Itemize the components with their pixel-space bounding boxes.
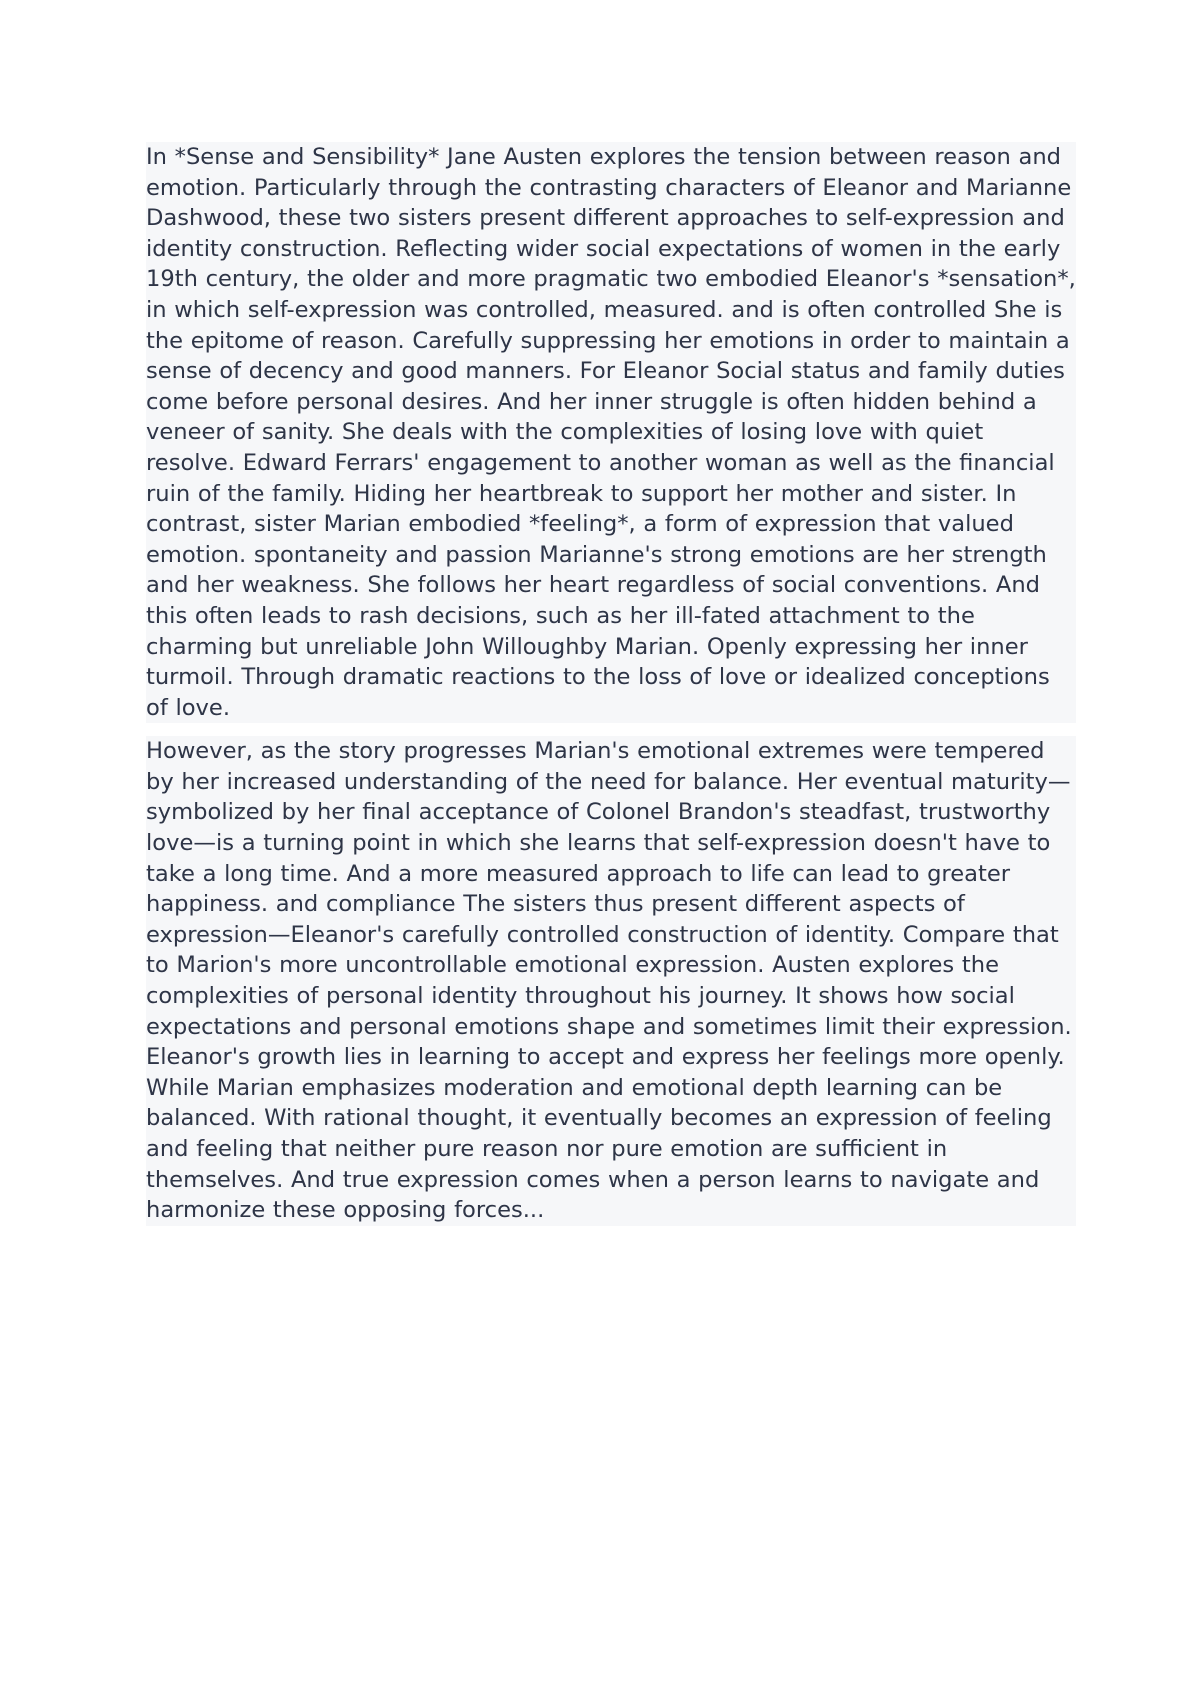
document-body: [146, 142, 1076, 1239]
paragraph-2: However, as the story progresses Marian's emotional extremes were tempered by her increased understanding of the need for balance. Her eventual maturity—symbolized by her final acceptance of Colonel Brandon's steadfast, trustworthy love—is a turning point in which she learns that self-expression doesn't have to take a long time. And a more measured approach to life can lead to greater happiness. and compliance The sisters thus present different aspects of expression—Eleanor's carefully controlled construction of identity. Compare that to Marion's more uncontrollable emotional expression. Austen explores the complexities of personal identity throughout his journey. It shows how social expectations and personal emotions shape and sometimes limit their expression. Eleanor's growth lies in learning to accept and express her feelings more openly. While Marian emphasizes moderation and emotional depth learning can be balanced. With rational thought, it eventually becomes an expression of feeling and feeling that neither pure reason nor pure emotion are sufficient in themselves. And true expression comes when a person learns to navigate and harmonize these opposing forces...: [146, 736, 1076, 1226]
paragraph-1: In *Sense and Sensibility* Jane Austen explores the tension between reason and emotion. Particularly through the contrasting characters of Eleanor and Marianne Dashwood, these two sisters present different approaches to self-expression and identity construction. Reflecting wider social expectations of women in the early 19th century, the older and more pragmatic two embodied Eleanor's *sensation*, in which self-expression was controlled, measured. and is often controlled She is the epitome of reason. Carefully suppressing her emotions in order to maintain a sense of decency and good manners. For Eleanor Social status and family duties come before personal desires. And her inner struggle is often hidden behind a veneer of sanity. She deals with the complexities of losing love with quiet resolve. Edward Ferrars' engagement to another woman as well as the financial ruin of the family. Hiding her heartbreak to support her mother and sister. In contrast, sister Marian embodied *feeling*, a form of expression that valued emotion. spontaneity and passion Marianne's strong emotions are her strength and her weakness. She follows her heart regardless of social conventions. And this often leads to rash decisions, such as her ill-fated attachment to the charming but unreliable John Willoughby Marian. Openly expressing her inner turmoil. Through dramatic reactions to the loss of love or idealized conceptions of love.: [146, 142, 1076, 723]
